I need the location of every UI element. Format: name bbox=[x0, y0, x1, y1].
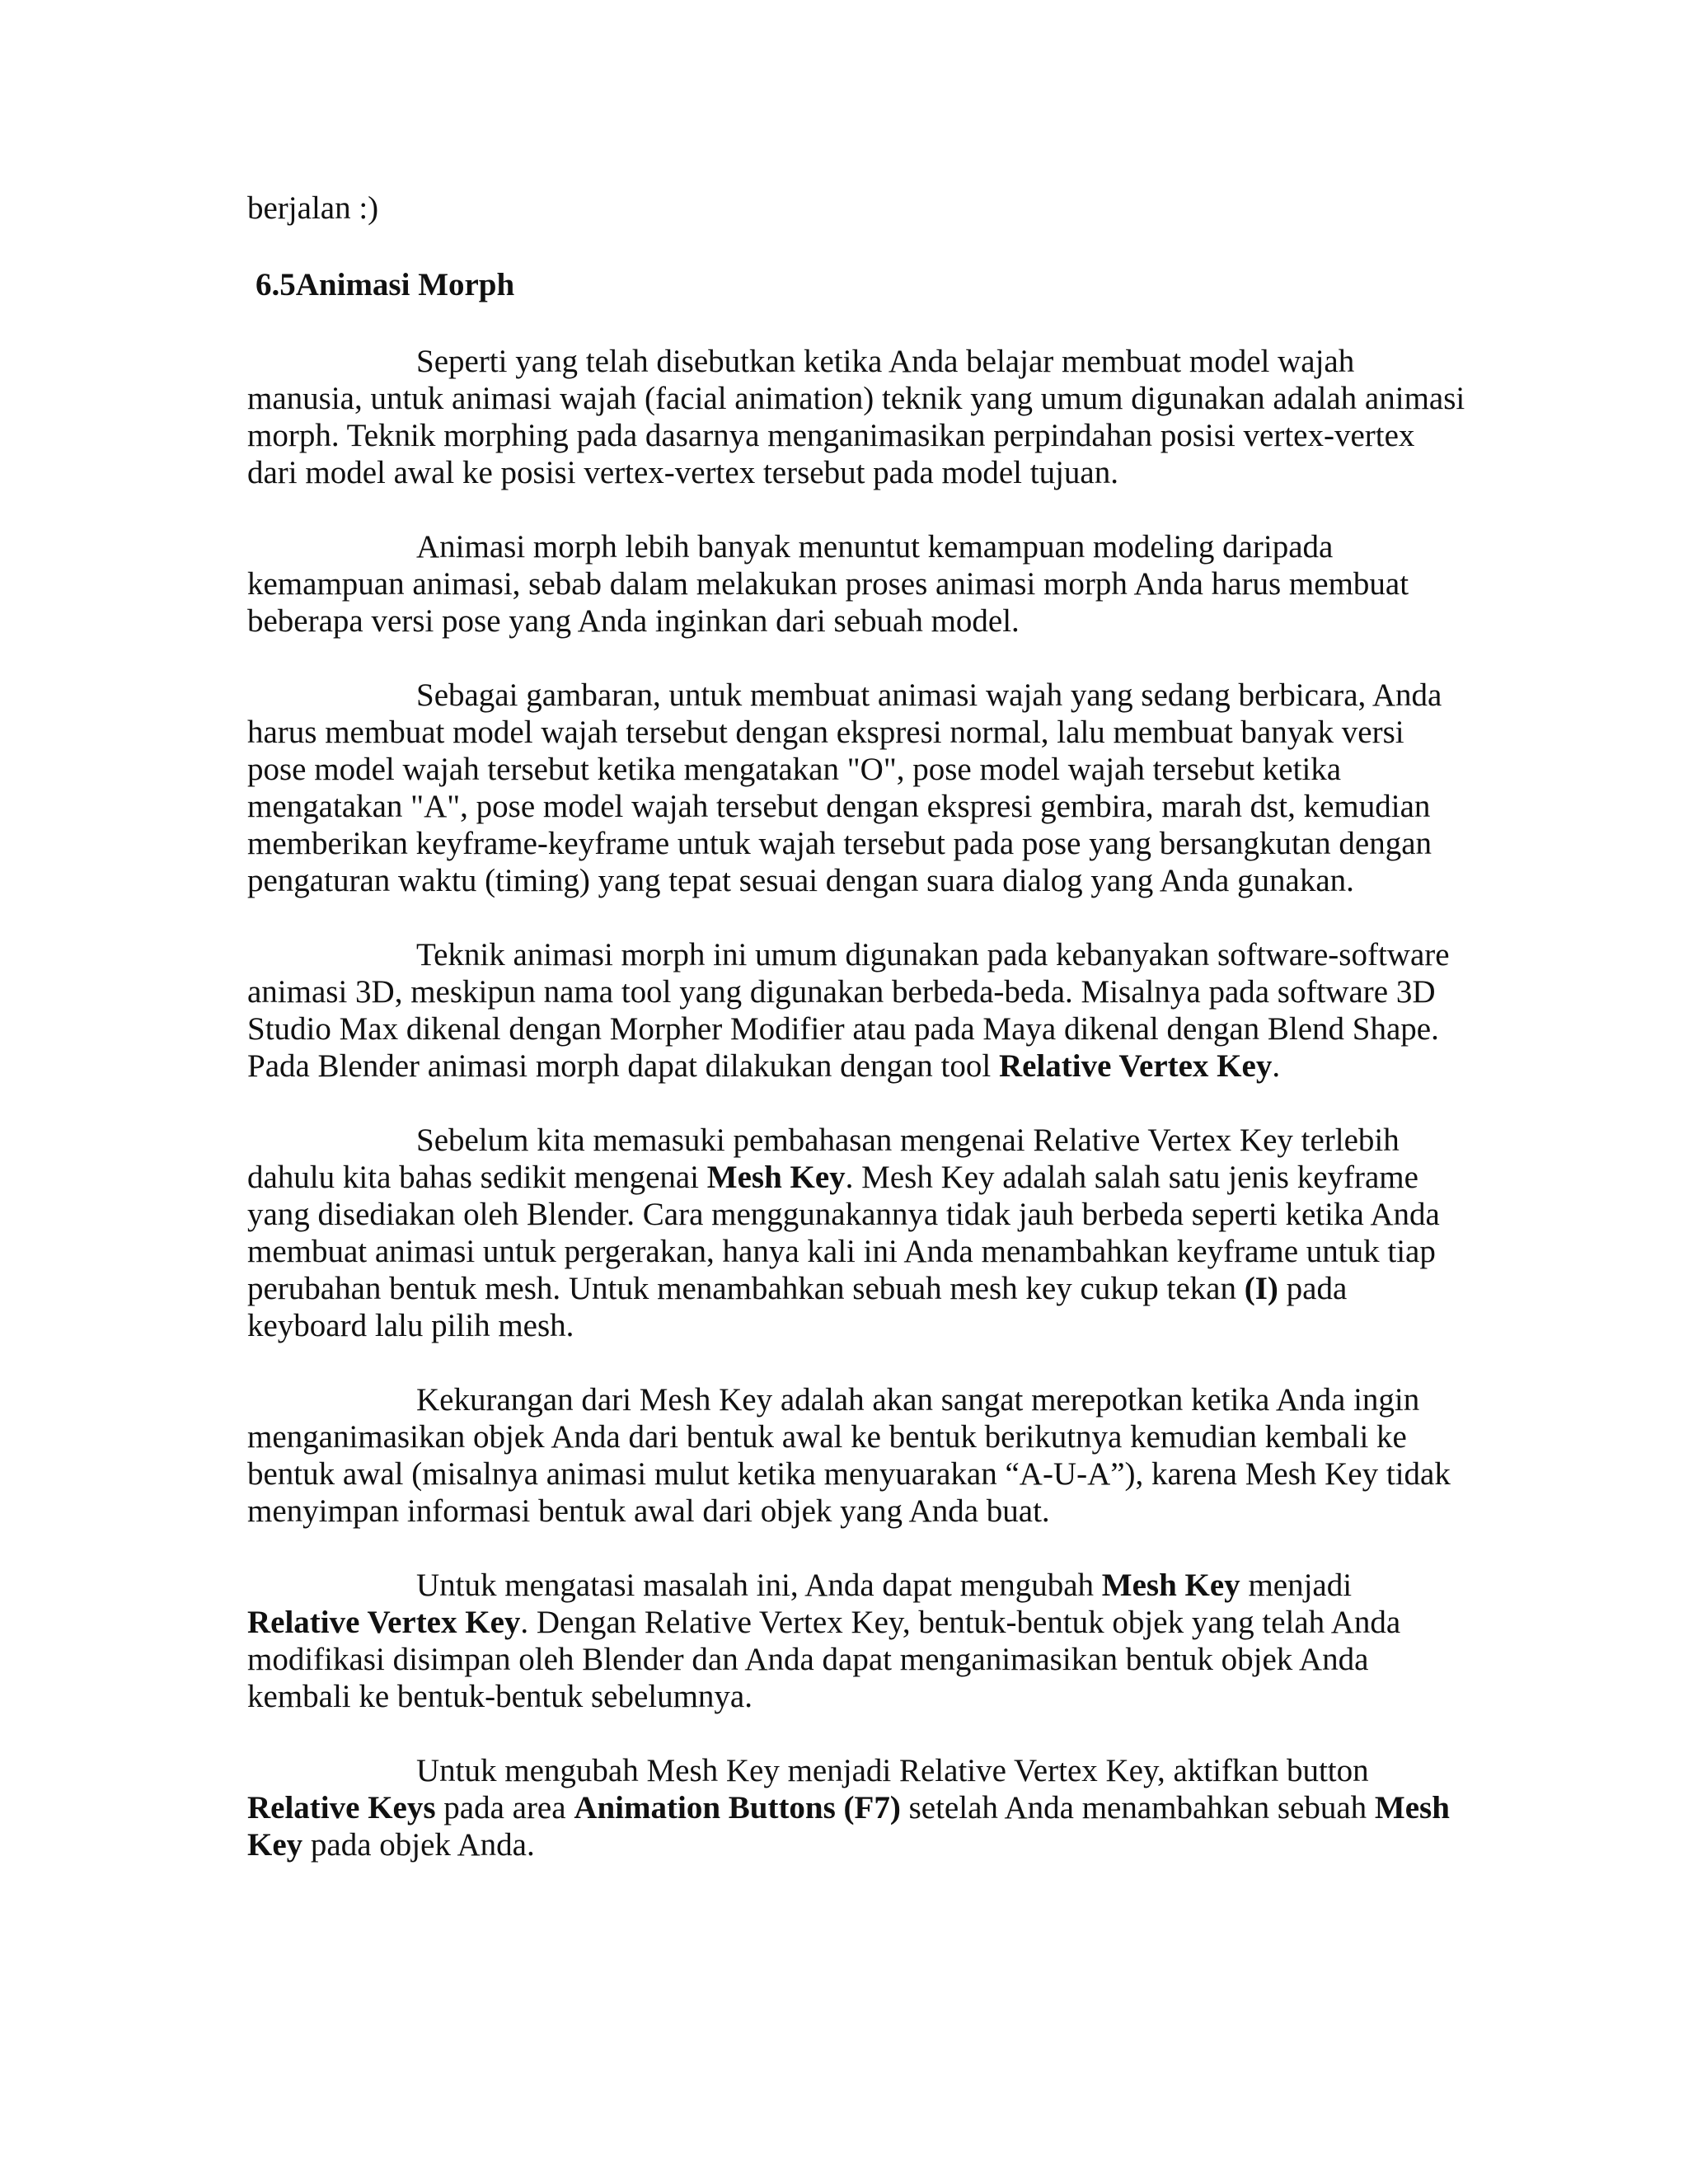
bold-mesh-key: Mesh Key bbox=[247, 1790, 1450, 1863]
paragraph-7-text-2: menjadi bbox=[1240, 1568, 1353, 1603]
bold-relative-vertex-key: Relative Vertex Key bbox=[998, 1048, 1273, 1084]
paragraph-5 bbox=[247, 1122, 1467, 1344]
bold-mesh-key: Mesh Key bbox=[706, 1160, 846, 1195]
paragraph-3: Sebagai gambaran, untuk membuat animasi wajah yang sedang berbicara, Anda harus membuat model wajah tersebut dengan ekspresi normal, lalu membuat banyak versi pose model wajah tersebut ketika mengatakan "O", pose model wajah tersebut ketika mengatakan "A", pose model wajah tersebut dengan ekspresi gembira, marah dst, kemudian memberikan keyframe-keyframe untuk wajah tersebut pada pose yang bersangkutan dengan pengaturan waktu (timing) yang tepat sesuai dengan suara dialog yang Anda gunakan. bbox=[247, 677, 1442, 898]
paragraph-8 bbox=[247, 1752, 1467, 1863]
section-heading: 6.5Animasi Morph bbox=[256, 267, 515, 302]
paragraph-8-text-4: pada objek Anda. bbox=[302, 1827, 535, 1863]
paragraph-4-text-2: . bbox=[1272, 1048, 1281, 1084]
paragraph-4 bbox=[247, 936, 1467, 1085]
lead-text: berjalan :) bbox=[247, 190, 379, 226]
paragraph-7-text-1: Untuk mengatasi masalah ini, Anda dapat mengubah bbox=[416, 1568, 1102, 1603]
bold-animation-buttons: Animation Buttons (F7) bbox=[574, 1790, 901, 1825]
paragraph-1: Seperti yang telah disebutkan ketika Anda belajar membuat model wajah manusia, untuk animasi wajah (facial animation) teknik yang umum digunakan adalah animasi morph. Teknik morphing pada dasarnya menganimasikan perpindahan posisi vertex-vertex dari model awal ke posisi vertex-vertex tersebut pada model tujuan. bbox=[247, 344, 1465, 490]
paragraph-8-text-3: setelah Anda menambahkan sebuah bbox=[900, 1790, 1375, 1825]
paragraph-8-text-1: Untuk mengubah Mesh Key menjadi Relative Vertex Key, aktifkan button bbox=[416, 1753, 1369, 1788]
bold-relative-keys: Relative Keys bbox=[247, 1790, 436, 1825]
paragraph-2: Animasi morph lebih banyak menuntut kemampuan modeling daripada kemampuan animasi, sebab dalam melakukan proses animasi morph Anda harus membuat beberapa versi pose yang Anda inginkan dari sebuah model. bbox=[247, 529, 1409, 639]
paragraph-8-text-2: pada area bbox=[435, 1790, 574, 1825]
bold-mesh-key: Mesh Key bbox=[1101, 1568, 1240, 1603]
paragraph-5-text-3: pada keyboard lalu pilih mesh. bbox=[247, 1271, 1348, 1343]
document-body bbox=[247, 190, 1467, 1863]
paragraph-7-text-3: . Dengan Relative Vertex Key, bentuk-bentuk objek yang telah Anda modifikasi disimpan oleh Blender dan Anda dapat menganimasikan bentuk objek Anda kembali ke bentuk-bentuk sebelumnya. bbox=[247, 1605, 1401, 1714]
bold-relative-vertex-key: Relative Vertex Key bbox=[247, 1605, 521, 1640]
paragraph-4-text-1: Teknik animasi morph ini umum digunakan pada kebanyakan software-software animasi 3D, meskipun nama tool yang digunakan berbeda-beda. Misalnya pada software 3D Studio Max dikenal dengan Morpher Modifier atau pada Maya dikenal dengan Blend Shape. Pada Blender animasi morph dapat dilakukan dengan tool bbox=[247, 937, 1450, 1084]
paragraph-7 bbox=[247, 1567, 1467, 1715]
paragraph-5-text-1: Sebelum kita memasuki pembahasan mengenai Relative Vertex Key terlebih dahulu kita bahas sedikit mengenai bbox=[247, 1122, 1400, 1195]
bold-key-i: (I) bbox=[1244, 1271, 1278, 1306]
paragraph-6: Kekurangan dari Mesh Key adalah akan sangat merepotkan ketika Anda ingin menganimasikan objek Anda dari bentuk awal ke bentuk berikutnya kemudian kembali ke bentuk awal (misalnya animasi mulut ketika menyuarakan “A-U-A”), karena Mesh Key tidak menyimpan informasi bentuk awal dari objek yang Anda buat. bbox=[247, 1382, 1451, 1529]
paragraph-5-text-2: . Mesh Key adalah salah satu jenis keyframe yang disediakan oleh Blender. Cara menggunakannya tidak jauh berbeda seperti ketika Anda membuat animasi untuk pergerakan, hanya kali ini Anda menambahkan keyframe untuk tiap perubahan bentuk mesh. Untuk menambahkan sebuah mesh key cukup tekan bbox=[247, 1160, 1440, 1306]
